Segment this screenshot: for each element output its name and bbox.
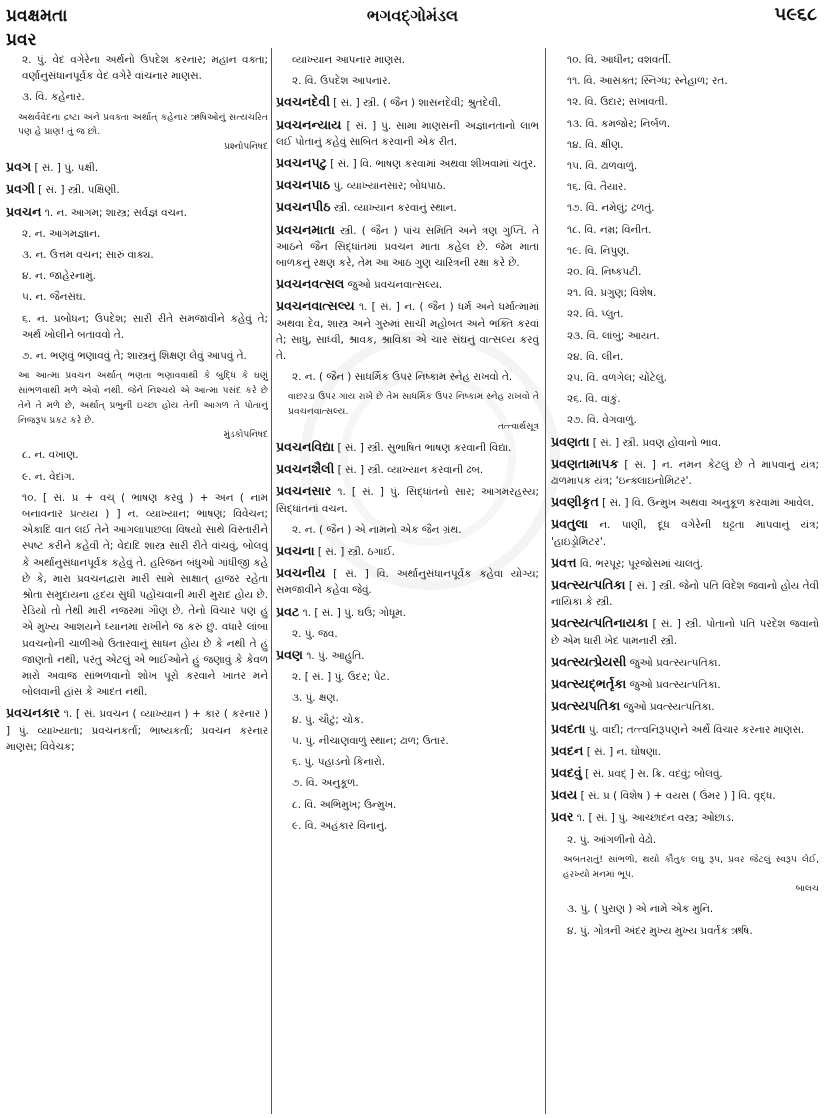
sense-line bbox=[276, 73, 539, 89]
column-divider bbox=[545, 48, 546, 1114]
definition-text: ૨. ન. ( જૈન ) સાધર્મિક ઉપર નિષ્કામ સ્નેહ રાખવો તે. bbox=[292, 371, 513, 384]
dictionary-entry bbox=[551, 654, 819, 671]
sense-line bbox=[551, 94, 819, 110]
sense-line bbox=[6, 447, 268, 463]
dictionary-entry bbox=[276, 647, 539, 664]
definition-text: ૧૭. વિ. નમેલું; ઢળતું. bbox=[567, 202, 655, 215]
dictionary-entry bbox=[551, 456, 819, 489]
definition-text: ૧૨. વિ. ઉદાર; સખાવતી. bbox=[567, 96, 668, 109]
definition-text: ૧૪. વિ. ક્ષીણ. bbox=[567, 138, 624, 151]
definition-text: [ સં. ] સ્ત્રી. પોતાનો પતિ પરદેશ જવાનો છે એમ ધારી ખેદ પામનારી સ્ત્રી. bbox=[551, 618, 819, 647]
dictionary-entry bbox=[276, 276, 539, 293]
sense-line bbox=[6, 311, 268, 343]
headword: પ્રવચનન્યાય bbox=[276, 116, 342, 132]
definition-text: ૬. પું. પહાડનો કિનારો. bbox=[292, 756, 386, 769]
definition-text: ૧૦. [ સં. પ્ર + વચ્ ( ભાષણ કરવું ) + અન ( નામ બનાવનાર પ્રત્યય ) ] ન. વ્યાખ્યાન; ભાષણ; વિવેચન; એકાદિ વાત લઈ તેને આગલાપાછલા વિષયો સાથે વિસ્તારીને સ્પષ્ટ કરીને કહેવી તે; વેદાદિ શાસ્ત્ર સારી રીતે વાંચવું, બોલવું કે અર્થાનુસંધાનપૂર્વક કહેવું તે. હરિજન બંધુઓ ગાંધીજી કહે છે કે, મારા પ્રવચનદ્વારા મારી સામે સાક્ષાત્ હાજર રહેતા શ્રોતા સમુદાયના હૃદય સુધી પહોંચવાની મારી મુરાદ હોય છે. રેડિયો તો તેથી મારી નજરમાં ગૌણ છે. તેનો વિચાર પણ હું એ મુખ્ય આશયને ધ્યાનમાં રાખીને જ કરું છું. વધારે લાંબા પ્રવચનોની ચાળીઓ ઉતારવાનું સાધન હોય છે કે નથી તે હું જાણતો નથી, પરંતુ એટલું એ ભાઈઓને હું જણાવું કે કેવળ મારો અવાજ સાંભળવાનો શોખ પૂરો કરવાને ખાતર મને બોલવાની હાંસ કે આદત નથી. bbox=[22, 491, 268, 699]
dictionary-entry bbox=[276, 461, 539, 478]
definition-text: ૨૬. વિ. વાંકું. bbox=[567, 393, 621, 406]
definition-text: ૧૩. વિ. કમજોર; નિર્બળ. bbox=[567, 117, 671, 130]
headword: પ્રવચનપટુ bbox=[276, 155, 327, 171]
definition-text: [ સં. ] પું. પક્ષી. bbox=[31, 162, 99, 175]
quotation-source: તત્ત્વાર્થસૂત્ર bbox=[497, 422, 539, 433]
sense-line bbox=[551, 243, 819, 259]
sense-line bbox=[6, 348, 268, 364]
sense-line bbox=[551, 306, 819, 322]
sense-line bbox=[6, 289, 268, 305]
headword: પ્રવચનપીઠ bbox=[276, 199, 331, 215]
definition-text: જુઓ પ્રવત્સ્યત્પતિકા. bbox=[626, 679, 721, 692]
dictionary-entry bbox=[551, 615, 819, 648]
definition-text: ૭. વિ. અનુકૂળ. bbox=[292, 777, 359, 790]
definition-text: ૮. વિ. અભિમુખ; ઉન્મુખ. bbox=[292, 798, 397, 811]
headword: પ્રવત્સ્યત્પતિનાયકા bbox=[551, 615, 649, 631]
sense-line bbox=[551, 52, 819, 68]
dictionary-entry bbox=[276, 155, 539, 172]
headword: પ્રવગ bbox=[6, 159, 32, 175]
sense-line bbox=[551, 73, 819, 89]
dictionary-entry bbox=[6, 159, 268, 176]
definition-text: ૩. વિ. કહેનાર. bbox=[22, 91, 85, 104]
sense-line bbox=[551, 116, 819, 132]
definition-text: ૧૧. વિ. આસક્ત; સ્નિગ્ધ; સ્નેહાળ; રત. bbox=[567, 75, 728, 88]
headword: પ્રવણ bbox=[276, 647, 304, 663]
sense-line bbox=[6, 247, 268, 263]
definition-text: સ્ત્રી. ( જૈન ) પાંચ સમિતિ અને ત્રણ ગુપ્તિ. તે આઠને જૈન સિદ્ધાંતમાં પ્રવચન માતા કહેલ છે. જેમ માતા બાળકનું રક્ષણ કરે, તેમ આ આઠ ગુણ ચારિત્રની રક્ષા કરે છે. bbox=[276, 224, 539, 270]
definition-text: [ સં. ] સ્ત્રી. સુભાષિત ભાષણ કરવાની વિદ્યા. bbox=[334, 442, 512, 455]
definition-text: જુઓ પ્રવચનવાત્સલ્ય. bbox=[344, 279, 443, 292]
sense-line bbox=[276, 369, 539, 385]
headword: પ્રવણતામાપક bbox=[551, 455, 619, 471]
definition-text: ૧. [ સં. ] પું. ઘઉં; ગોધૂમ. bbox=[299, 606, 406, 619]
definition-text: ૨. પું. આંગળીનો વેઢો. bbox=[567, 833, 657, 846]
sense-line bbox=[551, 349, 819, 365]
sense-line bbox=[551, 222, 819, 238]
definition-text: [ સં. ] સ્ત્રી. પક્ષિણી. bbox=[34, 184, 120, 197]
sense-line bbox=[6, 490, 268, 701]
sense-line bbox=[551, 264, 819, 280]
definition-text: ૭. ન. ભણવું ભણાવવું તે; શાસ્ત્રનું શિક્ષણ લેવું આપવું તે. bbox=[22, 350, 247, 363]
definition-text: ૧૬. વિ. તૈયાર. bbox=[567, 181, 627, 194]
definition-text: [ સં. ] સ્ત્રી. વ્યાખ્યાન કરવાની ઢબ. bbox=[334, 464, 484, 477]
dictionary-entry bbox=[276, 543, 539, 560]
sense-line bbox=[551, 901, 819, 917]
definition-text: ૬. ન. પ્રબોધન; ઉપદેશ; સારી રીતે સમજાવીને કહેવું તે; અર્થ ખોલીને બતાવવો તે. bbox=[22, 312, 268, 341]
sense-line bbox=[551, 179, 819, 195]
definition-text: ૨૦. વિ. નિષ્કપટી. bbox=[567, 266, 642, 279]
definition-text: પું. વ્યાખ્યાનસાર; બોધપાઠ. bbox=[330, 180, 446, 193]
definition-text: [ સં. ] સ્ત્રી. ઠગાઈ. bbox=[314, 546, 395, 559]
sense-line bbox=[551, 328, 819, 344]
definition-text: [ સં. ] ન. ઘોષણા. bbox=[583, 745, 661, 758]
quotation-source: મુંડકોપનિષદ bbox=[223, 430, 268, 441]
dictionary-entry bbox=[276, 94, 539, 111]
dictionary-entry bbox=[551, 698, 819, 715]
quotation-source: પ્રશ્નોપનિષદ bbox=[224, 142, 268, 153]
headword: પ્રવચનકાર bbox=[6, 705, 60, 721]
quotation-source: બાલચ bbox=[795, 884, 819, 895]
definition-text: ૧૮. વિ. નમ્ર; વિનીત. bbox=[567, 223, 652, 236]
sense-line bbox=[551, 832, 819, 848]
dictionary-entry bbox=[276, 565, 539, 598]
sense-line bbox=[6, 469, 268, 485]
dictionary-column-1 bbox=[6, 52, 268, 1112]
definition-text: [ સં. ] વિ. ભાષણ કરવામાં અથવા શીખવામાં ચતુર. bbox=[326, 158, 537, 171]
definition-text: ૨. પું. વેદ વગેરેના અર્થનો ઉપદેશ કરનાર; મહાન વક્તા; વર્ણાનુસંધાનપૂર્વક વેદ વગેરે વાંચનાર માણસ. bbox=[22, 54, 268, 83]
definition-text: [ સં. ] સ્ત્રી. જેનો પતિ વિદેશ જવાનો હોય તેવી નાયિકા કે સ્ત્રી. bbox=[551, 580, 819, 609]
sense-line bbox=[6, 226, 268, 242]
headword: પ્રવય bbox=[551, 787, 578, 803]
sense-line bbox=[276, 818, 539, 834]
column-divider bbox=[271, 48, 272, 1114]
headword: પ્રવચનસાર bbox=[276, 483, 332, 499]
sense-line bbox=[276, 712, 539, 728]
definition-text: [ સં. ] ન. નમન કેટલું છે તે માપવાનું યંત્ર; ઢાળમાપક યંત્ર; 'ઇન્ક્લાઇનોમિટર'. bbox=[551, 458, 819, 488]
definition-text: [ સં. ] સ્ત્રી. ( જૈન ) શાસનદેવી; શ્રુતદેવી. bbox=[329, 97, 502, 110]
headword: પ્રવત્સ્યપતિકા bbox=[551, 698, 621, 714]
definition-text: [ સં. ] વિ. અર્થાનુસંધાનપૂર્વક કહેવા યોગ્ય; સમજાવીને કહેવા જેવું. bbox=[276, 568, 539, 597]
dictionary-entry bbox=[276, 298, 539, 364]
sense-line bbox=[276, 754, 539, 770]
sense-line bbox=[6, 89, 268, 105]
headword: પ્રવણતા bbox=[551, 433, 590, 449]
sense-line bbox=[276, 669, 539, 685]
dictionary-entry bbox=[276, 222, 539, 272]
definition-text: ૪. પું. ચૌટું; ચોક. bbox=[292, 713, 364, 726]
headword: પ્રવદતા bbox=[551, 720, 586, 736]
headword: પ્રવચનવાત્સલ્ય bbox=[276, 298, 355, 314]
headword: પ્રવદવું bbox=[551, 764, 582, 780]
definition-text: ૧૫. વિ. ઢાળવાળું. bbox=[567, 160, 638, 173]
definition-text: ૨. ન. આગમજ્ઞાન. bbox=[22, 227, 101, 240]
sense-line bbox=[551, 391, 819, 407]
dictionary-entry bbox=[551, 555, 819, 572]
definition-text: ૨. ન. ( જૈન ) એ નામનો એક જૈન ગ્રંથ. bbox=[292, 523, 462, 536]
headword: પ્રવગી bbox=[6, 181, 35, 197]
definition-text: જુઓ પ્રવત્સ્યત્પતિકા. bbox=[626, 656, 721, 669]
definition-text: ૨૧. વિ. પ્રગુણ; વિશેષ. bbox=[567, 287, 657, 300]
quotation: અબતરાતું! સાંભળો, થયો કૌતુક લઘુ રૂપ, પ્રવર જેટલું સ્વરૂપ લેઈ, હરખ્યો મનમાં ભૂપ. bbox=[563, 853, 819, 880]
definition-text: ૨૩. વિ. લાંબું; આયત. bbox=[567, 329, 660, 342]
dictionary-entry bbox=[551, 743, 819, 760]
definition-text: [ સં. પ્ર ( વિશેષ ) + વયસ ( ઉંમર ) ] વિ. વૃદ્ધ. bbox=[577, 790, 776, 803]
definition-text: ૧૯. વિ. નિપુણ. bbox=[567, 244, 630, 257]
headword: પ્રવત્સ્યત્પ્રેયસી bbox=[551, 653, 627, 669]
definition-text: [ સં. ] સ્ત્રી. પ્રવણ હોવાનો ભાવ. bbox=[589, 436, 722, 449]
definition-text: ૩. ન. ઉત્તમ વચન; સારું વાક્ય. bbox=[22, 249, 154, 262]
headword: પ્રવત્સ્યત્પતિકા bbox=[551, 577, 626, 593]
sense-line bbox=[6, 268, 268, 284]
sense-line bbox=[276, 690, 539, 706]
dictionary-entry bbox=[551, 516, 819, 549]
running-head-sub: પ્રવર bbox=[6, 30, 37, 50]
definition-text: ૪. ન. જાહેરનામું. bbox=[22, 270, 96, 283]
definition-text: ૩. પું. ( પુરાણ ) એ નામે એક મુનિ. bbox=[567, 903, 714, 916]
definition-text: વ્યાખ્યાન આપનાર માણસ. bbox=[292, 54, 406, 66]
definition-text: ૨૨. વિ. પ્લુત. bbox=[567, 308, 624, 321]
quotation: વાછરડા ઉપર ગાય રાખે છે તેમ સાધર્મિક ઉપર નિષ્કામ સ્નેહ રાખવો તે પ્રવચનવાત્સલ્ય. bbox=[288, 391, 539, 418]
definition-text: ૮. ન. વખાણ. bbox=[22, 449, 79, 462]
headword: પ્રવચનશૈલી bbox=[276, 461, 335, 477]
dictionary-entry bbox=[276, 117, 539, 150]
definition-text: ૧. પું. આહુતિ. bbox=[303, 650, 365, 663]
headword: પ્રવદન bbox=[551, 742, 584, 758]
definition-text: ૧. [ સં. ] પું. સિદ્ધાંતનો સાર; આગમરહસ્ય; સિદ્ધાંતનાં વચન. bbox=[276, 486, 539, 515]
sense-line bbox=[551, 370, 819, 386]
sense-line bbox=[551, 412, 819, 428]
sense-line bbox=[6, 52, 268, 84]
dictionary-entry bbox=[276, 604, 539, 621]
dictionary-entry bbox=[551, 765, 819, 782]
dictionary-entry bbox=[551, 577, 819, 610]
definition-text: [ સં. પ્રવદ્ ] સ. ક્રિ. વદવું; બોલવું. bbox=[581, 767, 723, 780]
definition-text: [ સં. ] વિ. ઉન્મુખ અથવા અનુકૂળ કરવામાં આવેલ. bbox=[598, 497, 815, 510]
headword: પ્રવચનીય bbox=[276, 565, 326, 581]
book-title: ભગવદ્ગોમંડલ bbox=[366, 6, 459, 25]
sense-line bbox=[551, 137, 819, 153]
dictionary-entry bbox=[6, 181, 268, 198]
dictionary-entry bbox=[551, 721, 819, 738]
headword: પ્રવત્ત bbox=[551, 554, 577, 570]
definition-text: ૨. પું. જવ. bbox=[292, 627, 338, 640]
headword: પ્રવર bbox=[551, 809, 574, 825]
sense-line bbox=[551, 923, 819, 939]
definition-text: ન. પાણી, દૂધ વગેરેની ઘટ્ટતા માપવાનું યંત્ર; 'હાઇડ્રોમિટર'. bbox=[551, 519, 819, 548]
sense-line bbox=[551, 158, 819, 174]
headword: પ્રવત્સ્યદ્ભર્તૃકા bbox=[551, 676, 627, 692]
definition-text: ૧. ન. આગમ; શાસ્ત્ર; સર્વજ્ઞ વચન. bbox=[41, 206, 187, 219]
definition-text: ૫. ન. જૈનસંઘ. bbox=[22, 291, 86, 304]
definition-text: ૪. પું. ગોત્રની અંદર મુખ્ય મુખ્ય પ્રવર્તક ઋષિ. bbox=[567, 924, 753, 937]
definition-text: ૨૭. વિ. વેગવાળું. bbox=[567, 414, 637, 427]
definition-text: ૯. વિ. અહંકાર વિનાનું. bbox=[292, 819, 388, 832]
dictionary-entry bbox=[551, 809, 819, 826]
definition-text: ૫. પું. નીચાણવાળું સ્થાન; ઢાળ; ઉતાર. bbox=[292, 734, 449, 747]
definition-text: ૧. [ સં. ] પું. આચ્છાદન વસ્ત્ર; ઓછાડ. bbox=[573, 812, 735, 825]
dictionary-column-3 bbox=[551, 52, 819, 1112]
definition-text: ૧. [ સં. પ્રવચન ( વ્યાખ્યાન ) + કાર ( કરનાર ) ] પું. વ્યાખ્યાતા; પ્રવચનકર્તા; ભાષ્યકર્તા; પ્રવચન કરનાર માણસ; વિવેચક; bbox=[6, 708, 268, 753]
headword: પ્રવચનદેવી bbox=[276, 94, 330, 110]
definition-text: ૧. [ સં. ] ન. ( જૈન ) ધર્મ અને ધર્માત્મામાં અથવા દેવ, શાસ્ત્ર અને ગુરુમાં સાચી મહોબત અને ભક્તિ કરવાં તે; સાધુ, સાધ્વી, શ્રાવક, શ્રાવિકા એ ચાર સંઘનું વાત્સલ્ય કરવું તે. bbox=[276, 301, 539, 363]
dictionary-entry bbox=[276, 483, 539, 516]
dictionary-entry bbox=[6, 705, 268, 755]
definition-text: [ સં. ] પું. સામા માણસની અજ્ઞાનતાનો લાભ લઈ પોતાનું કહેવું સાબિત કરવાની એક રીત. bbox=[276, 119, 539, 148]
sense-line bbox=[276, 733, 539, 749]
headword: પ્રવચના bbox=[276, 543, 315, 559]
headword: પ્રવચનપાઠ bbox=[276, 177, 331, 193]
definition-text: ૨. [ સં. ] પું. ઉદર; પેટ. bbox=[292, 671, 390, 684]
definition-text: ૨૫. વિ. વળગેલ; ચોંટેલું. bbox=[567, 372, 667, 385]
sense-line bbox=[551, 200, 819, 216]
quotation: અથર્વવેદના દ્રષ્ટા અને પ્રવક્તા અર્થાત્ કહેનાર ઋષિઓનું સત્યચરિત પણ હે પ્રાણ! તું જ છો. bbox=[18, 111, 268, 138]
sense-line bbox=[276, 522, 539, 538]
dictionary-entry bbox=[551, 434, 819, 451]
sense-line bbox=[276, 626, 539, 642]
sense-line bbox=[276, 797, 539, 813]
dictionary-entry bbox=[276, 199, 539, 216]
dictionary-entry bbox=[6, 204, 268, 221]
definition-text: ૧૦. વિ. આધીન; વશવર્તી. bbox=[567, 54, 672, 66]
headword: પ્રવચન bbox=[6, 203, 42, 219]
running-head-left: પ્રવક્ષમતા bbox=[6, 6, 68, 26]
definition-text: વિ. ભરપૂર; પૂરજોસમાં ચાલતું. bbox=[576, 557, 704, 570]
sense-line bbox=[276, 775, 539, 791]
dictionary-entry bbox=[276, 177, 539, 194]
definition-text: જુઓ પ્રવત્સ્યત્પતિકા. bbox=[620, 701, 715, 714]
dictionary-entry bbox=[551, 787, 819, 804]
definition-text: સ્ત્રી. વ્યાખ્યાન કરવાનું સ્થાન. bbox=[330, 202, 457, 215]
dictionary-entry bbox=[551, 676, 819, 693]
definition-text: ૨. વિ. ઉપદેશ આપનાર. bbox=[292, 75, 391, 88]
dictionary-entry bbox=[551, 494, 819, 511]
dictionary-column-2 bbox=[276, 52, 539, 1112]
definition-text: પું. વાદી; તત્ત્વનિરૂપણને અર્થે વિચાર કરનાર માણસ. bbox=[585, 723, 805, 736]
definition-text: ૨૪. વિ. લીન. bbox=[567, 350, 624, 363]
sense-line bbox=[551, 285, 819, 301]
sense-line bbox=[276, 52, 539, 68]
headword: પ્રવટ bbox=[276, 603, 300, 619]
page-number: ૫૯૬૮ bbox=[774, 4, 817, 25]
definition-text: ૩. પું. ક્ષણ. bbox=[292, 692, 339, 705]
headword: પ્રવચનવત્સલ bbox=[276, 276, 345, 292]
headword: પ્રવતુલા bbox=[551, 516, 588, 532]
quotation: આ આત્મા પ્રવચન અર્થાત્ ભણતા ભણાવવાથી કે બુદ્ધિ કે ઘણું સાંભળવાથી મળે એવો નથી. જેને નિશ્ચયે એ આત્મા પસંદ કરે છે તેને તે મળે છે, અર્થાત્ પ્રભુની ઇચ્છા હોય તેની આગળ તે પોતાનું નિજરૂપ પ્રકટ કરે છે. bbox=[18, 370, 268, 426]
page-header bbox=[0, 0, 825, 34]
dictionary-entry bbox=[276, 439, 539, 456]
headword: પ્રવચનવિદ્યા bbox=[276, 439, 335, 455]
headword: પ્રવણીકૃત bbox=[551, 494, 599, 510]
definition-text: ૯. ન. વેદાંગ. bbox=[22, 470, 75, 483]
headword: પ્રવચનમાતા bbox=[276, 221, 335, 237]
